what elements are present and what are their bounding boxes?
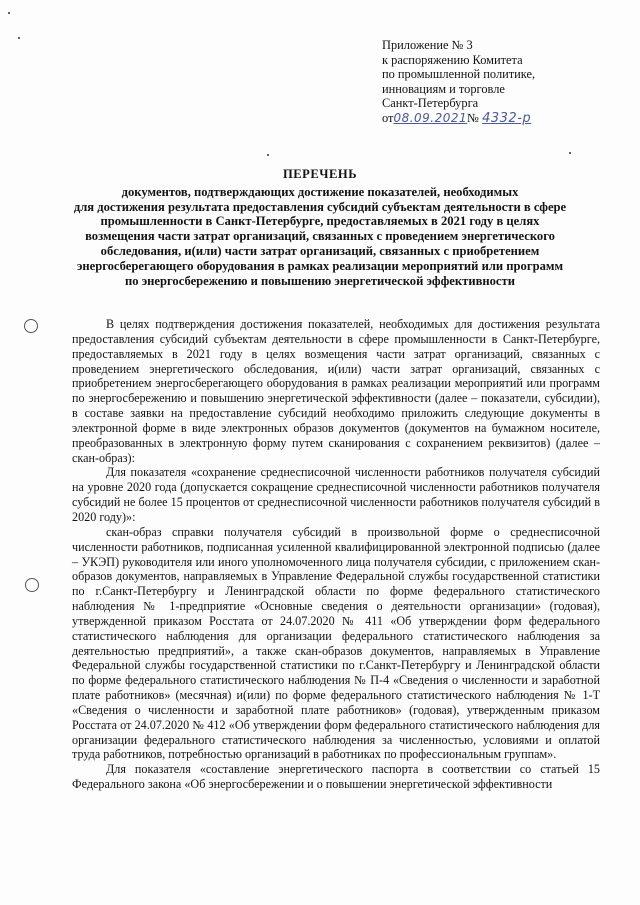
punch-hole-icon: [25, 578, 39, 592]
body-paragraph: скан-образ справки получателя субсидий в произвольной форме о среднесписочной численности работников, подписанная усиленной квалифицированной электронной подписью (далее – УКЭП) руководителя или иного уполномоченного лица получателя субсидии, с приложением скан-образов документов, направляемых в Управление Федеральной службы государственной статистики по г.Санкт-Петербургу и Ленинградской области по форме федерального статистического наблюдения № 1-предприятие «Основные сведения о деятельности организации» (годовая), утвержденной приказом Росстата от 24.07.2020 № 411 «Об утверждении форм федерального статистического наблюдения для организации федерального статистического наблюдения за деятельностью предприятий», а также скан-образов документов, направляемых в Управление Федеральной службы государственной статистики по г.Санкт-Петербургу и Ленинградской области по форме федерального статистического наблюдения № П-4 «Сведения о численности и заработной плате работников» (месячная) и(или) по форме федерального статистического наблюдения № 1-Т «Сведения о численности и заработной плате работников» (годовая), утвержденным приказом Росстата от 24.07.2020 № 412 «Об утверждении форм федерального статистического наблюдения для организации федерального статистического наблюдения за численностью, условиями и оплатой труда работников, потребностью организаций в работниках по профессиональным группам».: [72, 524, 600, 762]
number-prefix: №: [467, 110, 479, 125]
document-title: [40, 167, 600, 288]
body-paragraph: Для показателя «составление энергетического паспорта в соответствии со статьей 15 Федерального закона «Об энергосбережении и о повышении энергетической эффективности: [72, 762, 600, 792]
title-heading: ПЕРЕЧЕНЬ: [282, 167, 358, 181]
order-date-line: [382, 111, 622, 127]
header-line: к распоряжению Комитета: [382, 52, 523, 67]
scan-speck: [8, 12, 10, 14]
handwritten-date: 08.09.2021: [393, 110, 468, 125]
title-line: энергосберегающего оборудования в рамках реализации мероприятий или программ: [76, 258, 564, 273]
title-line: обследования, и(или) части затрат организаций, связанных с приобретением: [100, 243, 540, 258]
title-line: для достижения результата предоставления субсидий субъектам деятельности в сфере: [73, 199, 567, 214]
body-paragraph: В целях подтверждения достижения показателей, необходимых для достижения результата предоставления субсидий субъектам деятельности в сфере промышленности в Санкт-Петербурге, предоставляемых в 2021 году в целях возмещения части затрат организаций, связанных с проведением энергетического обследования, и(или) части затрат организаций, связанных с приобретением энергосберегающего оборудования в рамках реализации мероприятий или программ по энергосбережению и повышению энергетической эффективности (далее – показатели, субсидии), в составе заявки на предоставление субсидий необходимо приложить следующие документы в электронной форме в виде электронных образов документов (документов на бумажном носителе, преобразованных в электронную форму путем сканирования с сохранением реквизитов) (далее – скан-образ):: [72, 317, 600, 465]
header-line: Санкт-Петербурга: [382, 96, 479, 111]
scan-speck: [18, 37, 20, 39]
title-line: промышленности в Санкт-Петербурге, предоставляемых в 2021 году в целях: [100, 214, 540, 229]
title-line: документов, подтверждающих достижение показателей, необходимых: [121, 184, 519, 199]
title-line: возмещения части затрат организаций, связанных с проведением энергетического: [85, 229, 555, 244]
date-prefix: от: [382, 110, 394, 125]
document-body: [72, 317, 600, 792]
title-line: по энергосбережению и повышению энергетической эффективности: [125, 273, 515, 288]
handwritten-number: 4332-р: [482, 110, 532, 126]
scan-speck: [267, 154, 269, 156]
body-paragraph: Для показателя «сохранение среднесписочной численности работников получателя субсидий на уровне 2020 года (допускается сокращение среднесписочной численности работников получателя субсидий не более 15 процентов от среднесписочной численности работников получателя субсидий в 2020 году)»:: [72, 465, 600, 524]
header-line: по промышленной политике,: [382, 67, 536, 82]
header-line: инновациям и торговле: [382, 81, 505, 96]
approval-header: [382, 38, 622, 127]
punch-hole-icon: [24, 319, 38, 333]
scan-speck: [569, 152, 571, 154]
header-line: Приложение № 3: [382, 38, 473, 52]
